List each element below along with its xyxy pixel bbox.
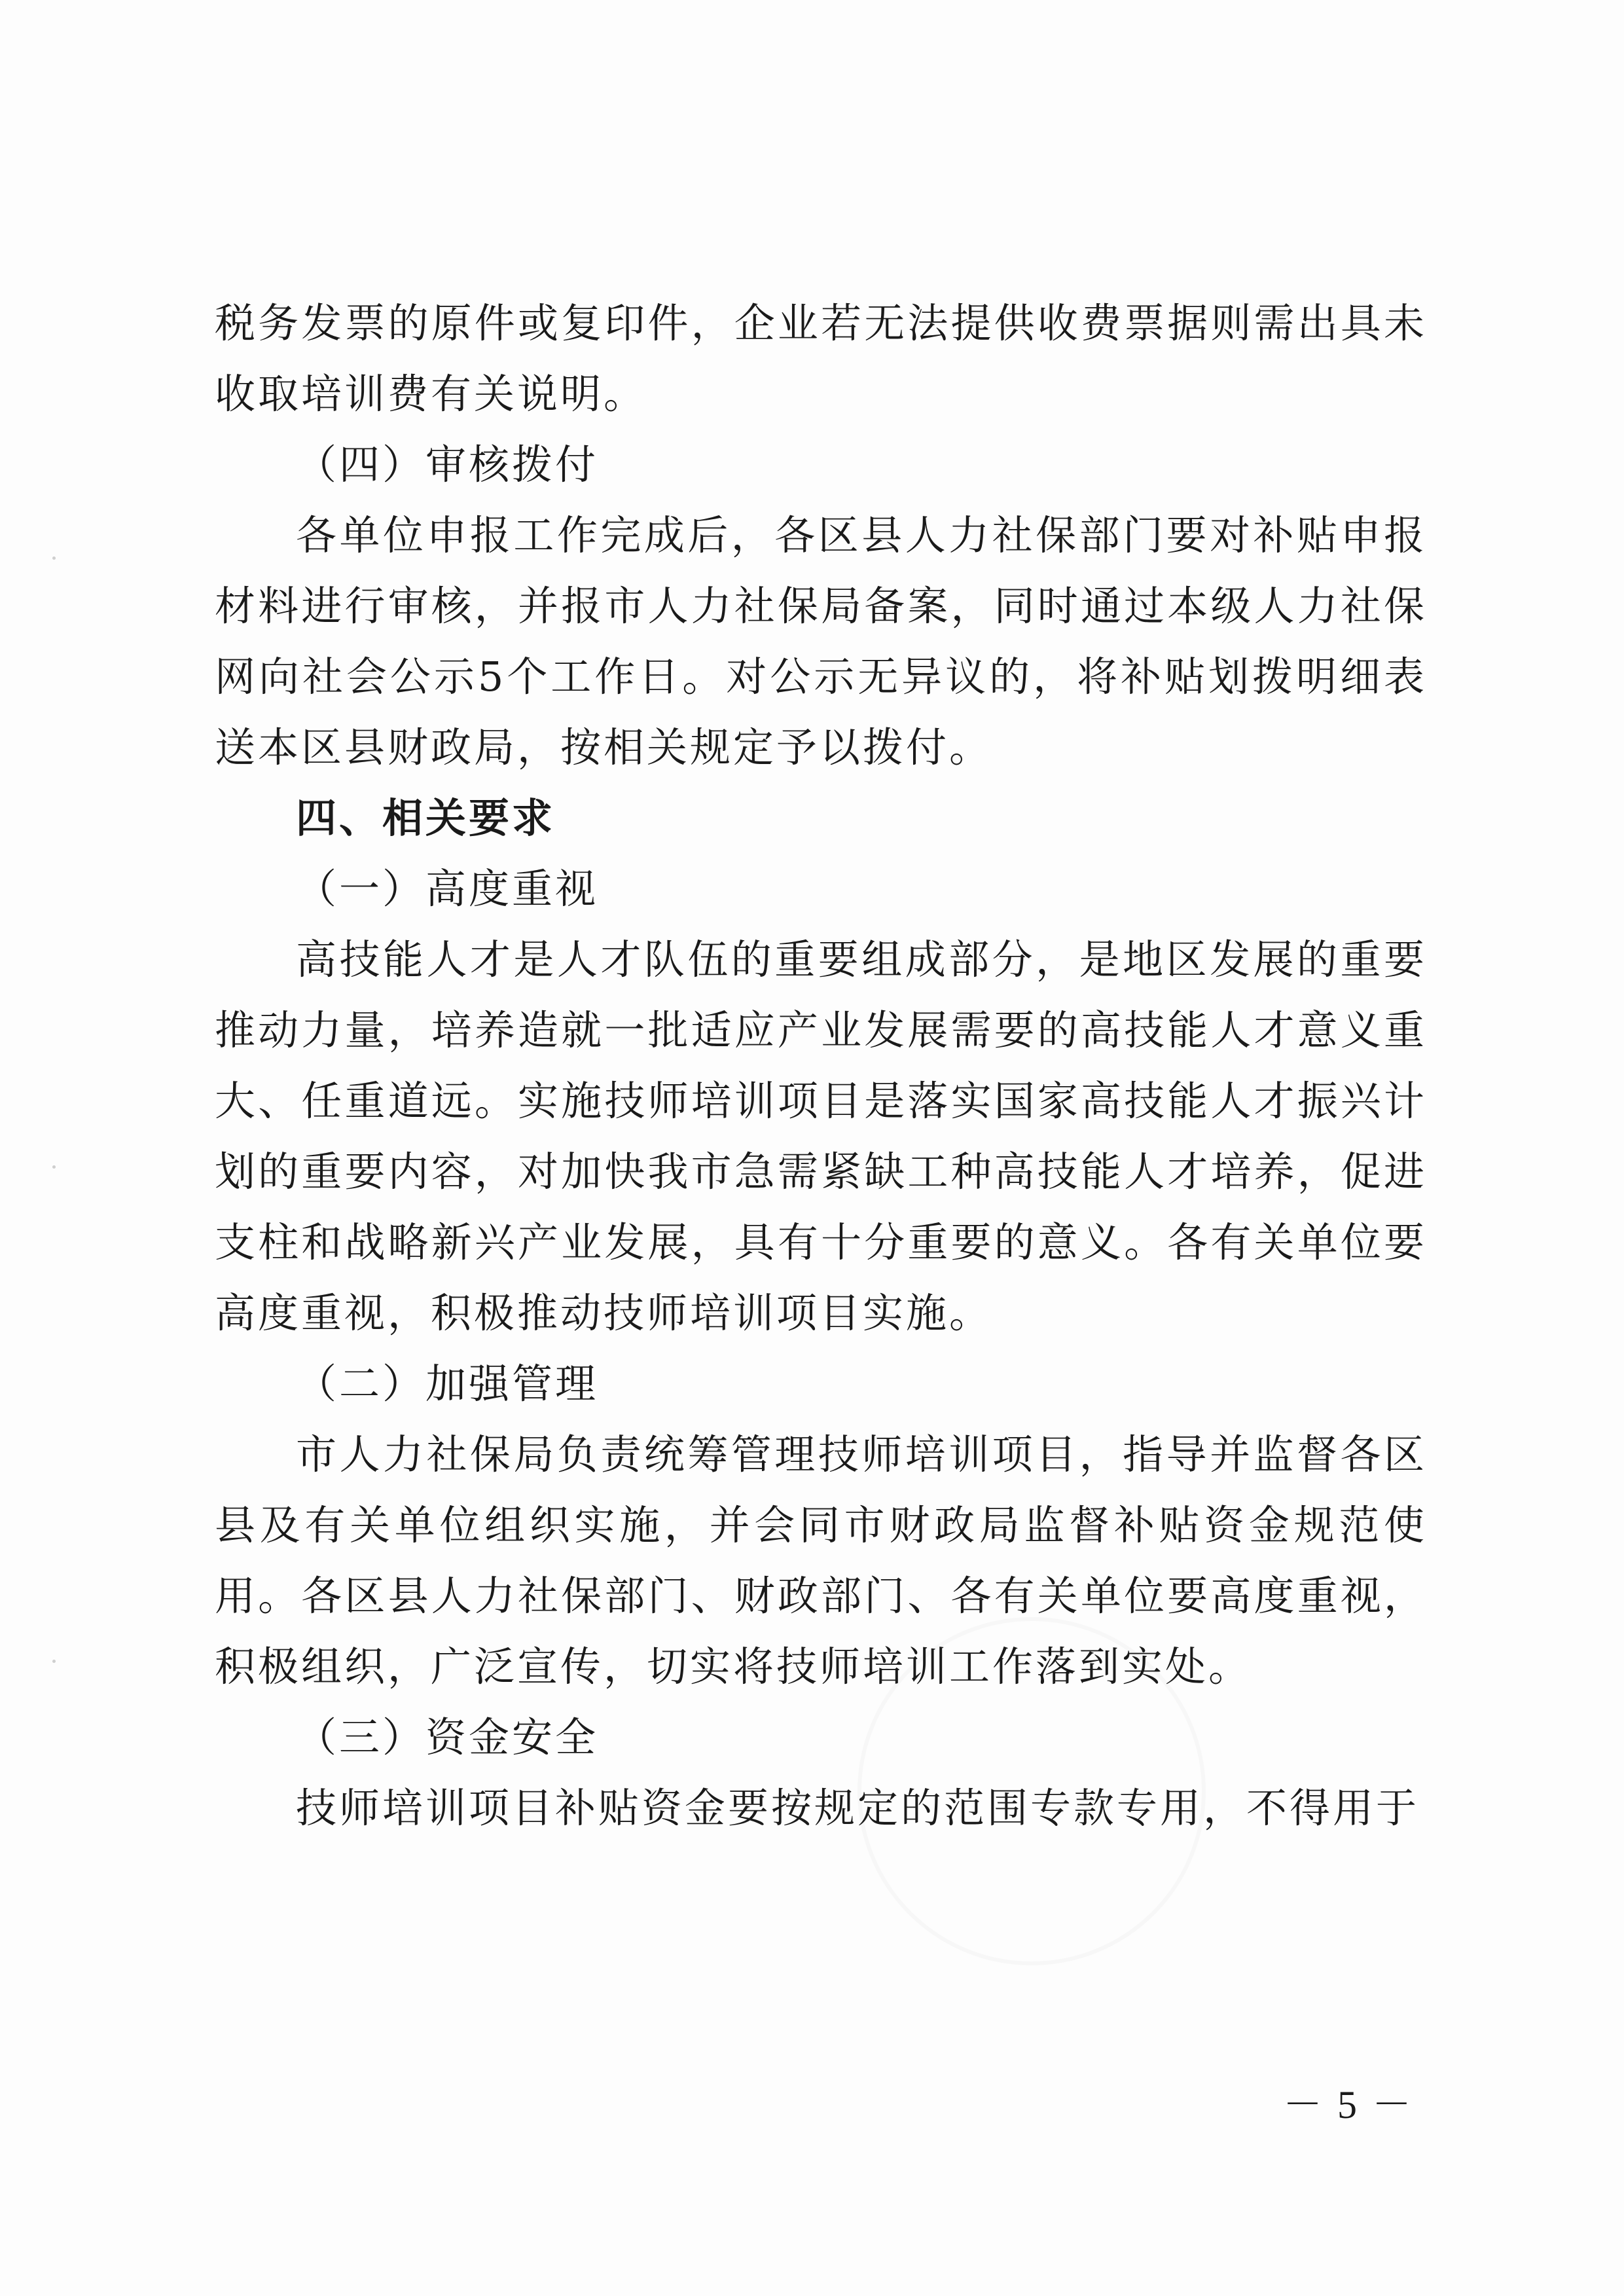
scan-speck <box>52 556 56 560</box>
section-heading-fund-safety: （三）资金安全 <box>296 1713 599 1761</box>
section-heading-requirements: 四、相关要求 <box>296 794 556 842</box>
section-heading-audit-allocation: （四）审核拨付 <box>296 441 599 488</box>
paragraph-audit-allocation: 各单位申报工作完成后，各区县人力社保部门要对补贴申报材料进行审核，并报市人力社保局备案，同时通过本级人力社保网向社会公示5个工作日。对公示无异议的，将补贴划拨明细表送本区县财政局，按相关规定予以拨付。 <box>215 511 1427 771</box>
scan-speck <box>52 1660 56 1663</box>
document-body <box>215 288 1427 1844</box>
paragraph-management: 市人力社保局负责统筹管理技师培训项目，指导并监督各区县及有关单位组织实施，并会同市财政局监督补贴资金规范使用。各区县人力社保部门、财政部门、各有关单位要高度重视，积极组织，广泛宣传，切实将技师培训工作落到实处。 <box>215 1430 1427 1690</box>
paragraph-fund-safety: 技师培训项目补贴资金要按规定的范围专款专用，不得用于 <box>296 1784 1420 1832</box>
page-number: － 5 － <box>1283 2083 1414 2126</box>
scan-speck <box>52 1165 56 1169</box>
paragraph-continuation: 税务发票的原件或复印件，企业若无法提供收费票据则需出具未收取培训费有关说明。 <box>215 299 1427 418</box>
section-heading-management: （二）加强管理 <box>296 1360 599 1408</box>
paragraph-attention: 高技能人才是人才队伍的重要组成部分，是地区发展的重要推动力量，培养造就一批适应产业发展需要的高技能人才意义重大、任重道远。实施技师培训项目是落实国家高技能人才振兴计划的重要内容，对加快我市急需紧缺工种高技能人才培养，促进支柱和战略新兴产业发展，具有十分重要的意义。各有关单位要高度重视，积极推动技师培训项目实施。 <box>215 936 1427 1337</box>
section-heading-attention: （一）高度重视 <box>296 865 599 913</box>
